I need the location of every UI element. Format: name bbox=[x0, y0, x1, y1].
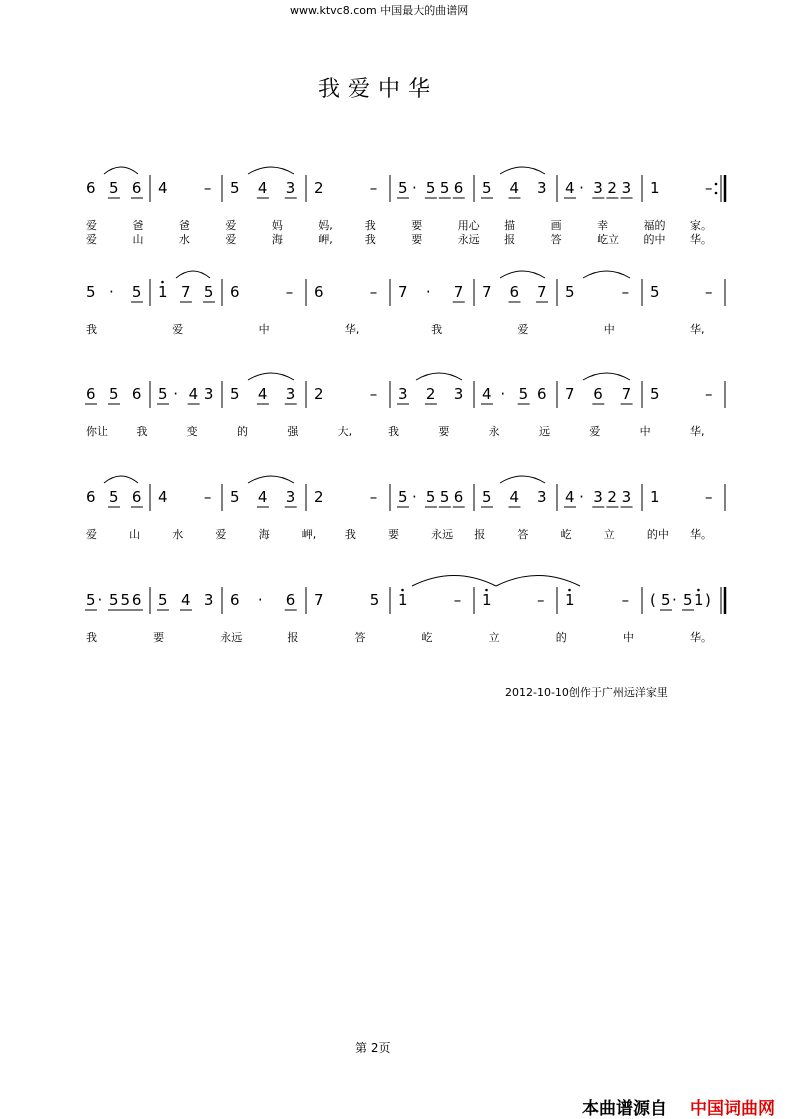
lyric: 中 bbox=[258, 323, 270, 336]
note: 3 bbox=[398, 385, 408, 403]
lyric: 要 bbox=[411, 233, 423, 246]
slur bbox=[248, 476, 294, 483]
note: 4 bbox=[257, 385, 268, 403]
page-number: 第 2页 bbox=[355, 1041, 391, 1055]
note: 5 bbox=[108, 488, 119, 506]
lyric: 华。 bbox=[690, 528, 712, 541]
note: 4 bbox=[158, 488, 168, 506]
lyric: 我 bbox=[388, 425, 399, 438]
note: 4 bbox=[565, 179, 575, 197]
lyric: 的 bbox=[555, 631, 567, 644]
note: 3 bbox=[536, 179, 547, 197]
lyric: 爱 bbox=[225, 219, 237, 232]
slur bbox=[176, 271, 210, 278]
note: 5 bbox=[230, 385, 240, 403]
note: 6 bbox=[86, 488, 96, 506]
note: 2 bbox=[425, 385, 436, 403]
lyric: 华。 bbox=[690, 233, 712, 246]
note: 5 bbox=[398, 488, 408, 506]
lyric: 变 bbox=[186, 425, 198, 438]
note: 5 bbox=[398, 179, 408, 197]
note: 6 bbox=[285, 591, 296, 609]
lyric: 屹 bbox=[560, 528, 572, 541]
lyric: 屹立 bbox=[597, 233, 620, 246]
note: – bbox=[369, 179, 378, 197]
slur bbox=[104, 476, 138, 483]
note: 5 bbox=[369, 591, 380, 609]
lyric: 我 bbox=[364, 219, 376, 232]
note: 3 bbox=[285, 488, 296, 506]
note: 1 bbox=[565, 591, 575, 609]
lyric: 要 bbox=[153, 631, 165, 644]
note: 4 bbox=[158, 179, 168, 197]
lyric: 中 bbox=[622, 631, 634, 644]
note: 6 bbox=[131, 488, 142, 506]
note: 3 bbox=[621, 488, 632, 506]
tie bbox=[412, 576, 496, 587]
footer-brand[interactable]: 中国词曲网 bbox=[690, 1099, 775, 1119]
note: 5 bbox=[518, 385, 529, 403]
note: 7 bbox=[314, 591, 324, 609]
note: 5 bbox=[158, 591, 168, 609]
slur bbox=[500, 167, 545, 174]
note: 3 bbox=[203, 591, 214, 609]
note: – bbox=[203, 488, 212, 506]
note: 5 bbox=[565, 283, 575, 301]
lyric: 爱 bbox=[517, 323, 529, 336]
note: 7 bbox=[565, 385, 575, 403]
tie bbox=[496, 576, 580, 587]
lyric: 用心 bbox=[457, 219, 480, 232]
lyric: 屹 bbox=[421, 631, 433, 644]
lyric: 山 bbox=[129, 528, 141, 541]
lyric: 幸 bbox=[597, 219, 609, 232]
note: 4 bbox=[565, 488, 575, 506]
lyric: 华, bbox=[690, 323, 705, 336]
lyric: 永远 bbox=[220, 631, 243, 644]
lyric: 海 bbox=[258, 528, 270, 541]
note: 5 bbox=[203, 283, 214, 301]
note: 6 bbox=[230, 283, 240, 301]
note: 6 bbox=[131, 385, 142, 403]
lyric: 爸 bbox=[178, 219, 190, 232]
lyric: 我 bbox=[86, 323, 97, 336]
lyric: 福的 bbox=[643, 219, 666, 232]
lyric: 画 bbox=[550, 219, 562, 232]
note: · bbox=[257, 591, 263, 609]
note: 7 bbox=[453, 283, 464, 301]
lyric: 报 bbox=[474, 528, 486, 541]
note: – bbox=[203, 179, 212, 197]
note: 6 bbox=[86, 385, 96, 403]
lyric: 妈 bbox=[271, 219, 283, 232]
lyric: 强 bbox=[287, 425, 299, 438]
note: 5 bbox=[158, 385, 168, 403]
note: – bbox=[453, 591, 462, 609]
lyric: 水 bbox=[178, 233, 190, 246]
lyric: 海 bbox=[271, 233, 283, 246]
note: 2 bbox=[314, 488, 324, 506]
lyric: 我 bbox=[136, 425, 148, 438]
note: 3 bbox=[536, 488, 547, 506]
lyric: 永远 bbox=[431, 528, 454, 541]
note: ( bbox=[650, 591, 656, 609]
note: – bbox=[621, 591, 630, 609]
score-row bbox=[86, 476, 725, 541]
note: ) bbox=[704, 591, 711, 609]
note: 6 bbox=[453, 488, 464, 506]
note: · bbox=[579, 488, 584, 506]
lyric: 报 bbox=[287, 631, 299, 644]
note: 6 bbox=[509, 283, 520, 301]
note: · bbox=[579, 179, 584, 197]
lyric: 我 bbox=[364, 233, 376, 246]
lyric: 妈, bbox=[318, 219, 333, 232]
note: 2 bbox=[314, 385, 324, 403]
note: 5 bbox=[482, 179, 492, 197]
note: 1 bbox=[693, 591, 704, 609]
note: 3 bbox=[621, 179, 632, 197]
note: 6 bbox=[230, 591, 240, 609]
note: 3 bbox=[203, 385, 214, 403]
high-octave-dot bbox=[485, 589, 488, 592]
slur bbox=[248, 373, 294, 380]
note: 5 bbox=[120, 591, 130, 609]
note: – bbox=[704, 179, 713, 197]
slur bbox=[500, 476, 545, 483]
lyric: 要 bbox=[438, 425, 450, 438]
note: · bbox=[97, 591, 103, 609]
slur bbox=[500, 271, 545, 278]
note: 7 bbox=[482, 283, 492, 301]
lyric: 描 bbox=[504, 219, 516, 232]
note: 2 bbox=[607, 488, 617, 506]
note: – bbox=[369, 385, 378, 403]
slur bbox=[583, 271, 630, 278]
note: 5 bbox=[482, 488, 492, 506]
note: 4 bbox=[509, 179, 520, 197]
high-octave-dot bbox=[697, 589, 700, 592]
repeat-dot bbox=[715, 192, 718, 195]
note: 6 bbox=[453, 179, 464, 197]
note: – bbox=[285, 283, 294, 301]
note: – bbox=[621, 283, 630, 301]
note: 5 bbox=[650, 385, 660, 403]
note: 5 bbox=[425, 179, 436, 197]
note: 3 bbox=[285, 385, 296, 403]
lyric: 的 bbox=[237, 425, 248, 438]
note: 5 bbox=[230, 179, 240, 197]
note: 1 bbox=[158, 283, 168, 301]
note: 5 bbox=[86, 591, 96, 609]
note: 1 bbox=[482, 591, 492, 609]
score-row bbox=[86, 167, 725, 246]
lyric: 永 bbox=[488, 425, 500, 438]
repeat-dot bbox=[715, 183, 718, 186]
lyric: 要 bbox=[411, 219, 423, 232]
lyric: 家。 bbox=[690, 219, 712, 232]
note: 5 bbox=[86, 283, 96, 301]
high-octave-dot bbox=[161, 281, 164, 284]
lyric: 答 bbox=[354, 631, 366, 644]
note: 5 bbox=[439, 179, 450, 197]
slur bbox=[416, 373, 462, 380]
lyric: 华, bbox=[690, 425, 705, 438]
high-octave-dot bbox=[401, 589, 404, 592]
note: 2 bbox=[314, 179, 324, 197]
note: 6 bbox=[86, 179, 96, 197]
slur bbox=[104, 167, 138, 174]
note: 4 bbox=[257, 488, 268, 506]
footer-source-label: 本曲谱源自 bbox=[582, 1099, 667, 1119]
note: 7 bbox=[621, 385, 632, 403]
note: 3 bbox=[453, 385, 464, 403]
note: – bbox=[536, 591, 545, 609]
composition-credit: 2012-10-10创作于广州远洋家里 bbox=[505, 686, 668, 699]
note: 4 bbox=[180, 591, 191, 609]
note: 3 bbox=[285, 179, 296, 197]
note: 5 bbox=[131, 283, 142, 301]
note: 5 bbox=[660, 591, 671, 609]
note: 5 bbox=[108, 179, 119, 197]
slur bbox=[248, 167, 294, 174]
note: – bbox=[704, 283, 713, 301]
note: 3 bbox=[593, 179, 603, 197]
note: – bbox=[369, 488, 378, 506]
lyric: 岬, bbox=[318, 233, 333, 246]
note: 6 bbox=[131, 591, 142, 609]
score-row bbox=[86, 271, 725, 336]
song-title: 我爱中华 bbox=[318, 77, 439, 102]
note: – bbox=[704, 488, 713, 506]
note: – bbox=[369, 283, 378, 301]
note: · bbox=[173, 385, 179, 403]
score-row bbox=[85, 373, 725, 438]
note: 5 bbox=[230, 488, 240, 506]
lyric: 永远 bbox=[457, 233, 480, 246]
lyric: 的中 bbox=[646, 528, 669, 541]
note: 5 bbox=[425, 488, 436, 506]
lyric: 远 bbox=[539, 425, 550, 438]
note: 5 bbox=[682, 591, 693, 609]
note: 4 bbox=[509, 488, 520, 506]
lyric: 的中 bbox=[643, 233, 666, 246]
lyric: 中 bbox=[639, 425, 651, 438]
note: 1 bbox=[650, 179, 660, 197]
lyric: 要 bbox=[388, 528, 399, 541]
lyric: 爱 bbox=[86, 219, 97, 232]
note: 7 bbox=[180, 283, 191, 301]
lyric: 水 bbox=[172, 528, 184, 541]
lyric: 答 bbox=[517, 528, 529, 541]
lyric: 爱 bbox=[589, 425, 601, 438]
note: 3 bbox=[593, 488, 603, 506]
high-octave-dot bbox=[568, 589, 571, 592]
lyric: 中 bbox=[603, 323, 615, 336]
lyric: 答 bbox=[550, 233, 562, 246]
note: · bbox=[671, 591, 677, 609]
note: 7 bbox=[398, 283, 408, 301]
note: 6 bbox=[314, 283, 324, 301]
score-row bbox=[85, 576, 725, 645]
lyric: 爱 bbox=[215, 528, 227, 541]
note: 6 bbox=[536, 385, 547, 403]
lyric: 报 bbox=[504, 233, 516, 246]
note: 1 bbox=[398, 591, 408, 609]
note: · bbox=[411, 179, 417, 197]
lyric: 立 bbox=[603, 528, 615, 541]
lyric: 爱 bbox=[225, 233, 237, 246]
note: 6 bbox=[131, 179, 142, 197]
lyric: 爱 bbox=[86, 233, 97, 246]
note: 7 bbox=[536, 283, 547, 301]
note: – bbox=[704, 385, 713, 403]
note: 1 bbox=[650, 488, 660, 506]
lyric: 岬, bbox=[301, 528, 317, 541]
lyric: 华, bbox=[344, 323, 360, 336]
note: · bbox=[411, 488, 417, 506]
lyric: 大, bbox=[337, 425, 353, 438]
site-slogan: 中国最大的曲谱网 bbox=[380, 4, 469, 17]
lyric: 我 bbox=[86, 631, 97, 644]
note: 4 bbox=[482, 385, 492, 403]
note: 5 bbox=[650, 283, 660, 301]
lyric: 山 bbox=[132, 233, 144, 246]
lyric: 立 bbox=[488, 631, 500, 644]
note: 2 bbox=[607, 179, 617, 197]
note: 5 bbox=[108, 385, 119, 403]
lyric: 华。 bbox=[690, 631, 712, 644]
note: · bbox=[500, 385, 506, 403]
lyric: 你让 bbox=[86, 425, 108, 438]
note: 5 bbox=[108, 591, 119, 609]
note: 4 bbox=[188, 385, 199, 403]
lyric: 爸 bbox=[132, 219, 144, 232]
lyric: 爱 bbox=[172, 323, 184, 336]
note: · bbox=[108, 283, 114, 301]
site-url: www.ktvc8.com bbox=[290, 4, 377, 17]
note: · bbox=[425, 283, 431, 301]
note: 4 bbox=[257, 179, 268, 197]
slur bbox=[583, 373, 630, 380]
note: 6 bbox=[593, 385, 603, 403]
lyric: 爱 bbox=[86, 528, 97, 541]
note: 5 bbox=[439, 488, 450, 506]
lyric: 我 bbox=[431, 323, 443, 336]
lyric: 我 bbox=[344, 528, 356, 541]
